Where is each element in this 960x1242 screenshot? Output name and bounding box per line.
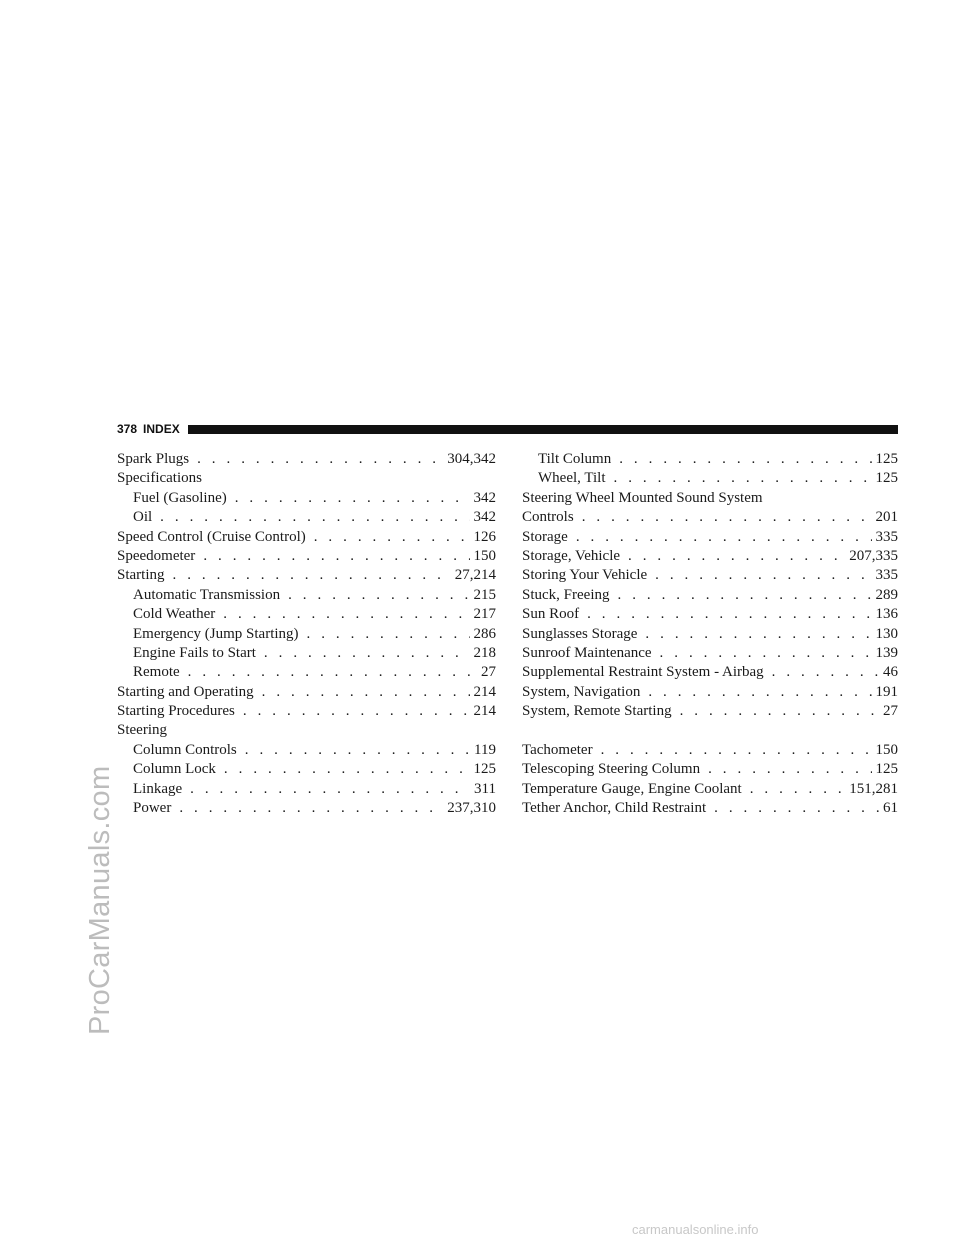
page-header [117,419,898,439]
index-entry-page: 335 [875,567,898,584]
dot-leader [235,489,470,508]
dot-leader [188,663,477,682]
dot-leader [582,508,872,527]
index-entry [522,450,898,469]
index-entry [117,644,496,663]
dot-leader [160,508,469,527]
index-entry-page: 311 [474,780,496,797]
index-entry-label: Fuel (Gasoline) [133,489,227,506]
watermark-procarmanuals: ProCarManuals.com [84,765,116,1035]
dot-leader [224,760,470,779]
index-entry [522,508,898,527]
dot-leader [750,780,846,799]
index-group-gap [522,721,898,740]
index-entry-label: Starting and Operating [117,683,254,700]
index-entry [117,741,496,760]
index-entry-page: 136 [875,606,898,623]
index-entry-page: 215 [473,586,496,603]
dot-leader [628,547,845,566]
index-entry-label: Cold Weather [133,606,216,623]
index-entry-page: 191 [875,683,898,700]
watermark-carmanualsonline: carmanualsonline.info [632,1222,759,1237]
index-entry-page: 289 [875,586,898,603]
dot-leader [314,528,470,547]
index-entry-label: Wheel, Tilt [538,470,606,487]
index-entry-label: Tachometer [522,741,593,758]
dot-leader [197,450,443,469]
index-entry [117,625,496,644]
dot-leader [619,450,871,469]
index-entry-page: 286 [473,625,496,642]
index-entry [117,702,496,721]
index-entry [522,760,898,779]
index-entry-label: Sunroof Maintenance [522,644,652,661]
dot-leader [223,605,469,624]
index-column-right [522,450,898,818]
index-entry [117,547,496,566]
index-entry-label: Steering [117,722,167,739]
index-entry-label: Power [133,800,172,817]
index-entry [522,605,898,624]
index-entry-label: Starting Procedures [117,703,235,720]
dot-leader [645,625,871,644]
index-entry-page: 218 [473,644,496,661]
index-entry-label: Telescoping Steering Column [522,761,701,778]
dot-leader [587,605,871,624]
index-entry-page: 150 [473,547,496,564]
index-entry-label: Oil [133,509,153,526]
index-entry-label: Emergency (Jump Starting) [133,625,299,642]
index-entry [522,644,898,663]
index-entry-label: System, Navigation [522,683,641,700]
index-entry-label: Storage, Vehicle [522,547,621,564]
index-entry-label: Automatic Transmission [133,586,281,603]
index-entry [117,450,496,469]
index-entry-page: 27 [883,703,898,720]
index-entry-page: 207,335 [849,547,898,564]
dot-leader [618,586,872,605]
index-entry-label: Spark Plugs [117,451,190,467]
index-entry-label: System, Remote Starting [522,703,672,720]
index-entry-label: Storing Your Vehicle [522,567,648,584]
index-entry-page: 342 [473,509,496,526]
dot-leader [772,663,879,682]
section-title: INDEX [143,422,180,436]
index-entry-page: 125 [875,761,898,778]
index-entry [117,663,496,682]
index-entry [522,799,898,818]
index-entry-page: 304,342 [447,451,496,467]
index-entry [522,547,898,566]
index-entry [522,469,898,488]
index-entry-page: 125 [875,451,898,467]
index-entry-label: Steering Wheel Mounted Sound System [522,489,763,506]
index-entry [117,780,496,799]
index-entry-label: Sun Roof [522,606,580,623]
header-rule [188,425,898,434]
index-entry [117,566,496,585]
dot-leader [243,702,470,721]
dot-leader [680,702,879,721]
index-entry-page: 342 [473,489,496,506]
index-entry-page: 119 [474,741,496,758]
index-entry-label: Tether Anchor, Child Restraint [522,800,707,817]
index-entry [117,605,496,624]
dot-leader [307,625,470,644]
index-entry-label: Supplemental Restraint System - Airbag [522,664,764,681]
dot-leader [288,586,469,605]
index-entry [117,760,496,779]
dot-leader [264,644,470,663]
index-entry-label: Tilt Column [538,451,612,467]
index-entry [117,469,496,488]
index-entry [522,528,898,547]
dot-leader [660,644,872,663]
index-column-left [117,450,496,818]
index-entry [117,528,496,547]
index-entry [522,489,898,508]
dot-leader [173,566,451,585]
index-entry [522,625,898,644]
index-entry-page: 130 [875,625,898,642]
dot-leader [655,566,871,585]
dot-leader [245,741,470,760]
index-entry-label: Temperature Gauge, Engine Coolant [522,780,742,797]
dot-leader [648,683,871,702]
index-entry-label: Specifications [117,470,202,487]
dot-leader [714,799,879,818]
index-entry-page: 335 [875,528,898,545]
index-entry [522,780,898,799]
index-entry [522,663,898,682]
index-entry-label: Column Lock [133,761,216,778]
index-entry-label: Starting [117,567,165,584]
index-entry-label: Stuck, Freeing [522,586,610,603]
dot-leader [190,780,470,799]
index-entry [522,741,898,760]
dot-leader [614,469,872,488]
dot-leader [708,760,871,779]
index-entry [117,721,496,740]
index-entry-label: Column Controls [133,741,237,758]
index-entry-page: 27 [481,664,496,681]
dot-leader [262,683,470,702]
index-entry-page: 201 [875,509,898,526]
index-entry-page: 125 [473,761,496,778]
dot-leader [576,528,872,547]
index-entry-page: 217 [473,606,496,623]
index-entry-page: 214 [473,703,496,720]
index-entry-page: 27,214 [454,567,496,584]
index-entry [522,683,898,702]
index-entry [522,586,898,605]
index-entry-label: Sunglasses Storage [522,625,638,642]
index-entry-page: 151,281 [849,780,898,797]
index-entry-label: Storage [522,528,568,545]
index-entry-page: 126 [473,528,496,545]
page-number: 378 [117,422,138,436]
index-entry [117,508,496,527]
index-entry-label: Speed Control (Cruise Control) [117,528,306,545]
index-entry [117,586,496,605]
index-entry [522,702,898,721]
index-entry [117,683,496,702]
index-entry-label: Speedometer [117,547,196,564]
dot-leader [203,547,469,566]
index-entry [117,799,496,818]
index-entry-label: Controls [522,509,574,526]
index-entry-label: Engine Fails to Start [133,644,256,661]
index-entry [522,566,898,585]
index-entry-page: 150 [875,741,898,758]
index-entry-page: 214 [473,683,496,700]
dot-leader [179,799,443,818]
index-entry-label: Remote [133,664,180,681]
index-entry-label: Linkage [133,780,183,797]
index-entry [117,489,496,508]
index-entry-page: 139 [875,644,898,661]
index-entry-page: 237,310 [447,800,496,817]
dot-leader [601,741,872,760]
index-entry-page: 125 [875,470,898,487]
index-entry-page: 61 [883,800,898,817]
index-entry-page: 46 [883,664,898,681]
